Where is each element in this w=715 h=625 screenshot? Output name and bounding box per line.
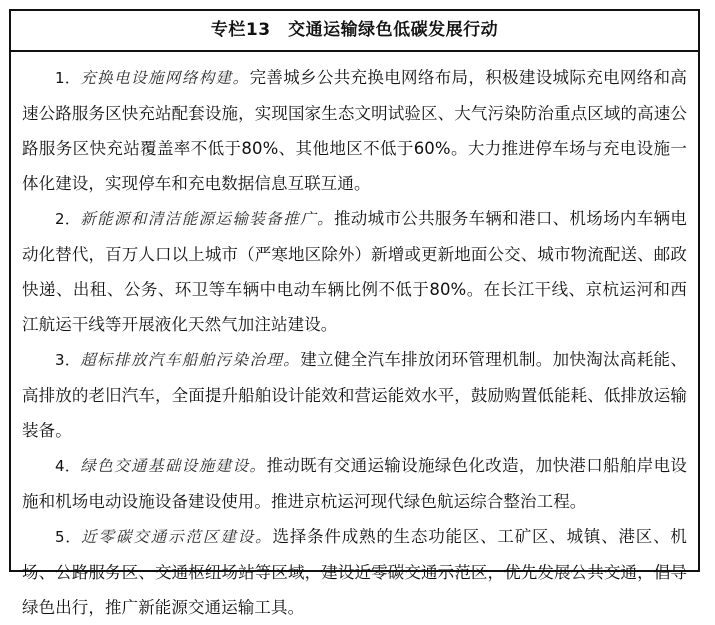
clause-number: 5． [55,528,82,546]
clause-heading: 绿色交通基础设施建设。 [80,457,267,475]
clause-heading: 近零碳交通示范区建设。 [81,528,273,546]
page-title: 专栏13 交通运输绿色低碳发展行动 [210,20,499,40]
clause-item [22,60,687,201]
clause-number: 1． [55,69,81,87]
column-box-title-band [11,11,698,52]
clause-item [22,519,687,625]
clause-item [22,448,687,519]
clause-body: 建立健全汽车排放闭环管理机制。加快淘汰高耗能、高排放的老旧汽车，全面提升船舶设计能效和营运能效水平，鼓励购置低能耗、低排放运输装备。 [22,350,687,440]
clause-number: 2． [55,210,81,228]
clause-body: 推动既有交通运输设施绿色化改造，加快港口船舶岸电设施和机场电动设施设备建设使用。推进京杭运河现代绿色航运综合整治工程。 [22,456,688,511]
clause-heading: 超标排放汽车船舶污染治理。 [80,351,301,369]
clause-item [22,201,687,342]
column-box-body [11,52,698,625]
clause-heading: 充换电设施网络构建。 [80,69,250,87]
clause-body: 完善城乡公共充换电网络布局，积极建设城际充电网络和高速公路服务区快充站配套设施，实现国家生态文明试验区、大气污染防治重点区域的高速公路服务区快充站覆盖率不低于80%、其他地区不低于60%。大力推进停车场与充电设施一体化建设，实现停车和充电数据信息互联互通。 [22,68,687,193]
clause-number: 3． [55,351,81,369]
clause-heading: 新能源和清洁能源运输装备推广。 [80,210,334,228]
clause-item [22,342,687,448]
clause-number: 4． [55,457,81,475]
column-box [9,9,700,617]
clause-body: 选择条件成熟的生态功能区、工矿区、城镇、港区、机场、公路服务区、交通枢纽场站等区域，建设近零碳交通示范区，优先发展公共交通，倡导绿色出行，推广新能源交通运输工具。 [22,527,687,617]
clause-body: 推动城市公共服务车辆和港口、机场场内车辆电动化替代，百万人口以上城市（严寒地区除外）新增或更新地面公交、城市物流配送、邮政快递、出租、公务、环卫等车辆中电动车辆比例不低于80%。在长江干线、京杭运河和西江航运干线等开展液化天然气加注站建设。 [22,209,687,334]
